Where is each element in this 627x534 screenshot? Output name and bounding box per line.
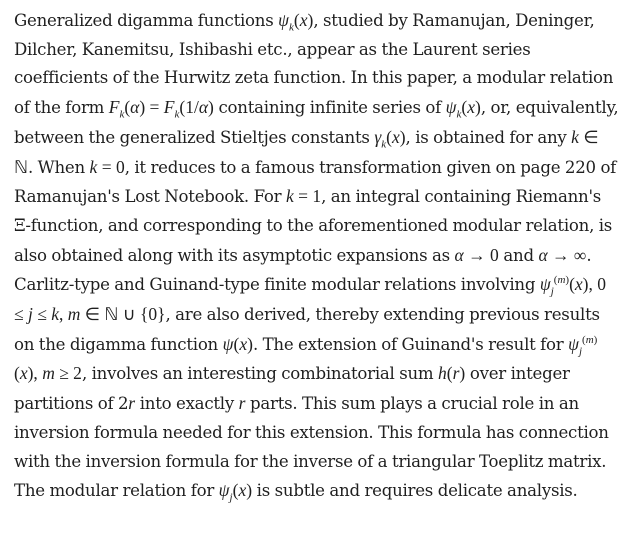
inline-math: $\psi_j(x)$	[218, 480, 253, 504]
inline-math: r	[128, 393, 136, 414]
text-run: parts. This sum plays a crucial role in an inversion formula needed for this extension. This formula has connection with the inversion formula for the inverse of a triangular Toeplitz matrix. The modular relation for	[14, 394, 609, 501]
text-run: containing infinite series of	[213, 98, 446, 118]
text-run: . Carlitz-type and Guinand-type finite modular relations involving	[14, 245, 592, 295]
inline-math: r	[238, 393, 246, 414]
text-run: , is obtained for any	[405, 127, 572, 147]
inline-math: α → ∞	[538, 244, 587, 265]
text-run: over integer partitions of 2	[14, 364, 570, 414]
text-run: , involves an interesting combinatorial sum	[81, 364, 439, 384]
text-run: Generalized digamma functions	[14, 11, 279, 30]
text-run: , are also derived, thereby extending previous results on the digamma function	[14, 305, 600, 354]
inline-math: $\psi_k(x)$	[278, 10, 314, 34]
text-run: , it reduces to a famous transformation given on page 220 of Ramanujan's Lost Notebook. For	[14, 157, 617, 207]
inline-math: h(r)	[438, 363, 466, 384]
abstract-paragraph	[14, 6, 619, 506]
inline-math: k = 0	[89, 156, 125, 177]
inline-math: k ∈ ℕ	[14, 126, 599, 177]
text-run: . When	[28, 157, 90, 177]
inline-math: ψ(x)	[222, 333, 253, 354]
text-run: into exactly	[135, 394, 239, 414]
inline-math: α → 0	[454, 244, 499, 265]
text-run: and	[498, 245, 539, 265]
text-run: . The extension of Guinand's result for	[252, 334, 569, 354]
text-run: is subtle and requires delicate analysis.	[252, 481, 578, 501]
text-run: , or, equivalently, between the generalized Stieltjes constants	[14, 98, 619, 147]
inline-math: $\gamma_k(x)$	[374, 126, 406, 151]
inline-math: $F_k(\alpha) = F_k(1/\alpha)$	[108, 97, 214, 121]
inline-math: $\psi_j^{(m)}(x)$, 0 ≤ j ≤ k, m ∈ ℕ ∪ {0}	[14, 274, 606, 325]
inline-math: $\psi_k(x)$	[445, 97, 481, 121]
text-run: , an integral containing Riemann's Ξ-function, and corresponding to the aforementioned modular relation, is also obtained along with its asymptotic expansions as	[14, 187, 613, 265]
inline-math: k = 1	[285, 186, 322, 207]
inline-math: $\psi_j^{(m)}(x)$, m ≥ 2	[14, 333, 598, 384]
text-run: , studied by Ramanujan, Deninger, Dilcher, Kanemitsu, Ishibashi etc., appear as the Laurent series coefficients of the Hurwitz zeta function. In this paper, a modular relation of the form	[14, 11, 614, 118]
